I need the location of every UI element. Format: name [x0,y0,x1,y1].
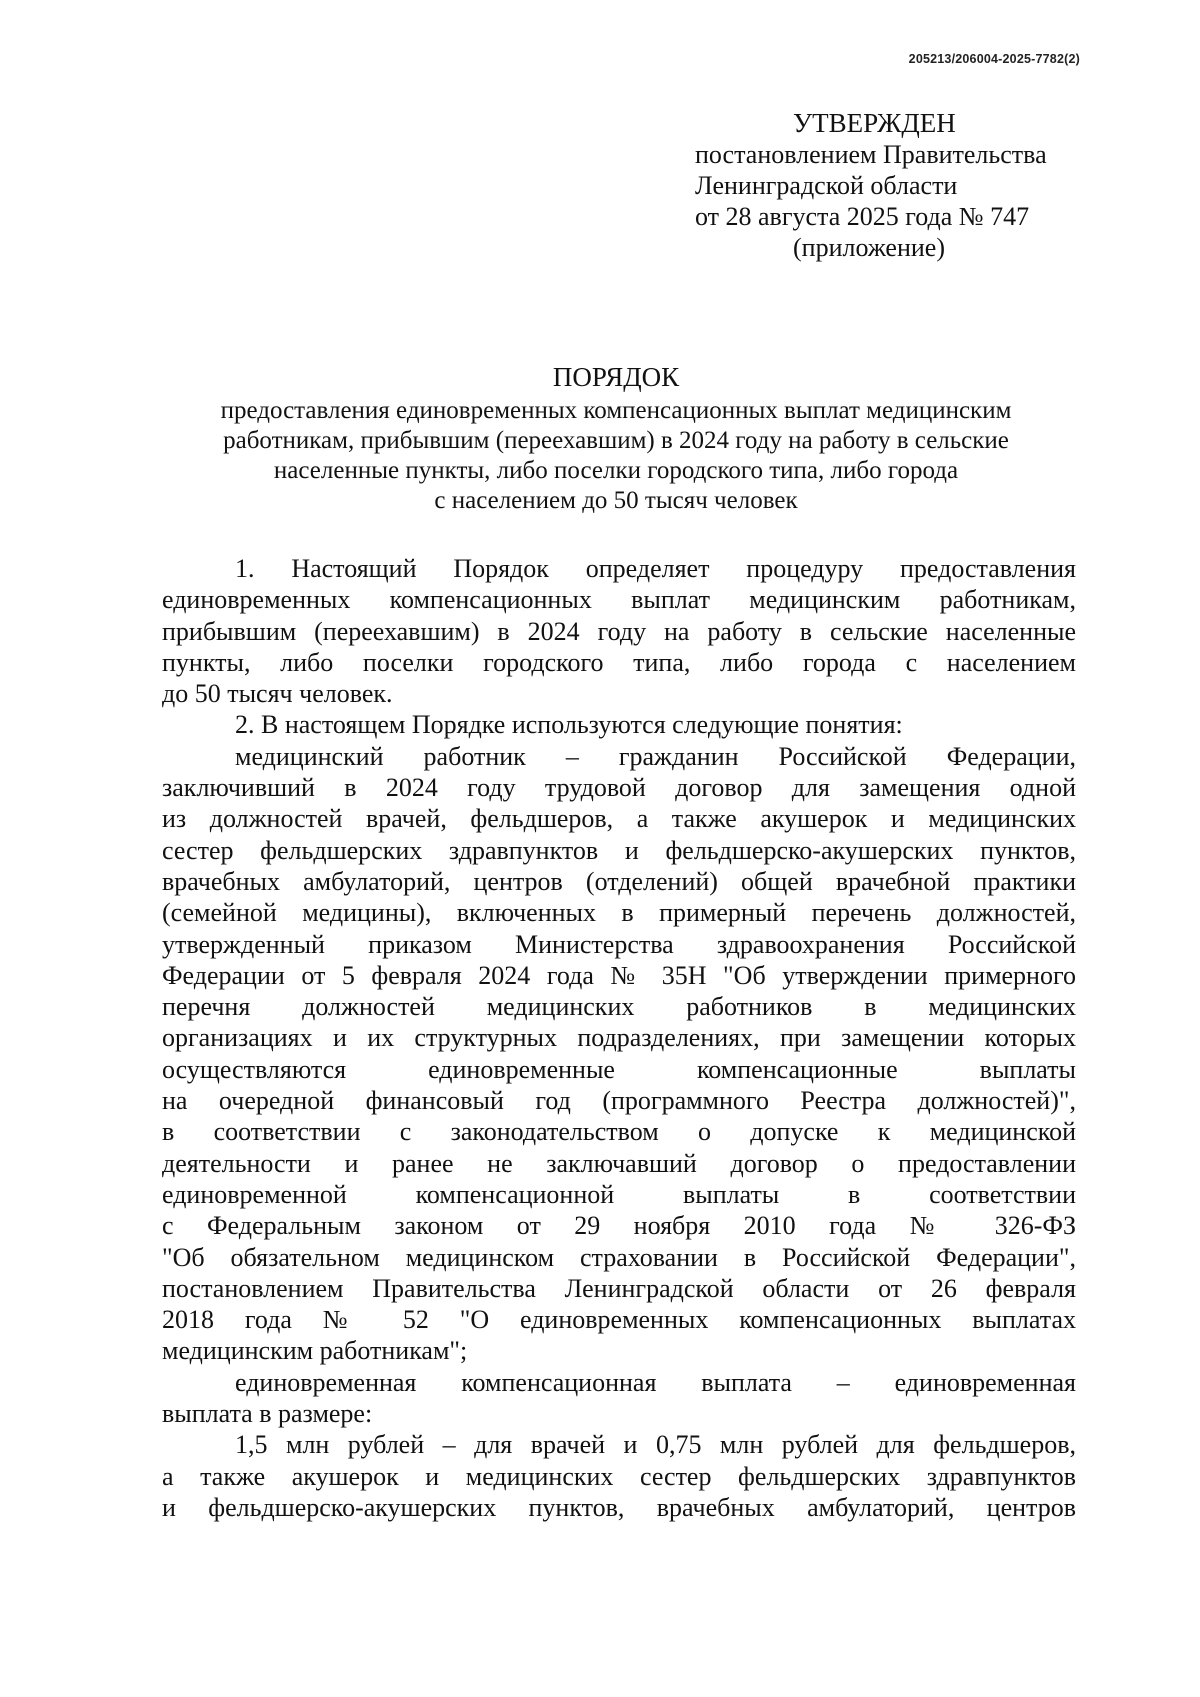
paragraph-line: врачебных амбулаторий, центров (отделений) общей врачебной практики [162,866,1076,896]
paragraph-line: Федерации от 5 февраля 2024 года № 35Н "Об утверждении примерного [162,960,1076,990]
paragraph-line: пункты, либо поселки городского типа, либо города с населением [162,647,1076,677]
paragraph-line: (семейной медицины), включенных в примерный перечень должностей, [162,898,1076,928]
paragraph-line: в соответствии с законодательством о допуске к медицинской [162,1117,1076,1147]
paragraph-line: 1,5 млн рублей – для врачей и 0,75 млн рублей для фельдшеров, [235,1430,1076,1460]
paragraph-line: медицинским работникам"; [162,1336,468,1366]
paragraph-line: утвержденный приказом Министерства здравоохранения Российской [162,929,1076,959]
approval-line: от 28 августа 2025 года № 747 [695,202,1030,231]
paragraph-line: из должностей врачей, фельдшеров, а также акушерок и медицинских [162,804,1076,834]
paragraph-line: осуществляются единовременные компенсационные выплаты [162,1054,1076,1084]
paragraph-line: 2. В настоящем Порядке используются следующие понятия: [235,710,903,740]
paragraph-line: 1. Настоящий Порядок определяет процедуру предоставления [235,554,1076,583]
title-subtitle-line: предоставления единовременных компенсационных выплат медицинским [220,397,1012,424]
paragraph-line: перечня должностей медицинских работников в медицинских [162,992,1076,1022]
paragraph-line: организациях и их структурных подразделениях, при замещении которых [162,1023,1076,1053]
paragraph-line: и фельдшерско-акушерских пунктов, врачебных амбулаторий, центров [162,1492,1076,1522]
paragraph-line: "Об обязательном медицинском страховании в Российской Федерации", [162,1242,1076,1272]
approval-line: (приложение) [793,233,946,262]
title-heading: ПОРЯДОК [552,362,680,392]
paragraph-line: единовременных компенсационных выплат медицинским работникам, [162,585,1076,615]
paragraph-line: до 50 тысяч человек. [162,679,393,709]
paragraph-line: единовременной компенсационной выплаты в соответствии [162,1179,1076,1209]
paragraph-line: 2018 года № 52 "О единовременных компенсационных выплатах [162,1305,1076,1335]
paragraph-line: сестер фельдшерских здравпунктов и фельдшерско-акушерских пунктов, [162,835,1076,865]
approval-line: постановлением Правительства [695,140,1047,169]
title-subtitle-line: с населением до 50 тысяч человек [434,487,798,514]
paragraph-line: на очередной финансовый год (программного Реестра должностей)", [162,1086,1076,1116]
paragraph-line: заключивший в 2024 году трудовой договор для замещения одной [162,773,1076,803]
document-title [160,362,1072,516]
document-id: 205213/206004-2025-7782(2) [908,52,1080,66]
paragraph-line: прибывшим (переехавшим) в 2024 году на работу в сельские населенные [162,616,1076,646]
document-body [162,553,1076,1523]
paragraph-line: деятельности и ранее не заключавший договор о предоставлении [162,1148,1076,1178]
paragraph-line: единовременная компенсационная выплата – единовременная [235,1367,1076,1397]
approval-heading: УТВЕРЖДЕН [793,108,956,138]
paragraph-line: медицинский работник – гражданин Российской Федерации, [235,741,1076,771]
paragraph-line: с Федеральным законом от 29 ноября 2010 года № 326-ФЗ [162,1211,1076,1241]
paragraph-line: постановлением Правительства Ленинградской области от 26 февраля [162,1273,1076,1303]
paragraph-line: выплата в размере: [162,1399,373,1429]
approval-line: Ленинградской области [695,171,958,200]
title-subtitle-line: работникам, прибывшим (переехавшим) в 2024 году на работу в сельские [223,427,1009,454]
title-subtitle-line: населенные пункты, либо поселки городского типа, либо города [273,457,959,484]
approval-stamp-block [695,108,1095,263]
paragraph-line: а также акушерок и медицинских сестер фельдшерских здравпунктов [162,1461,1076,1491]
